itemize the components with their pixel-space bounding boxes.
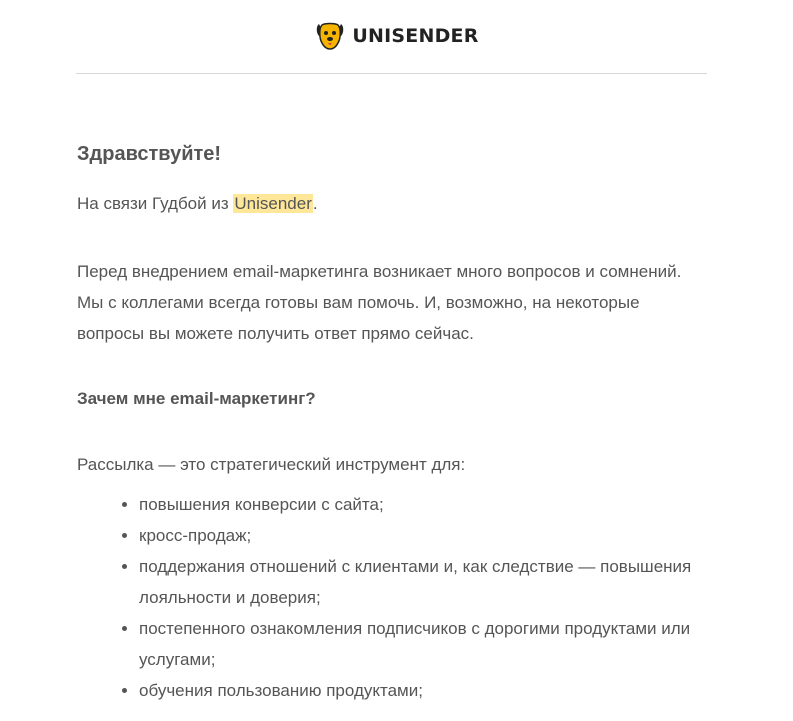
dog-mascot-icon bbox=[314, 20, 346, 52]
unisender-logo[interactable] bbox=[314, 20, 478, 52]
intro-text: На связи Гудбой из bbox=[77, 194, 234, 213]
intro-end: . bbox=[312, 194, 318, 213]
list-item: • постепенного ознакомления подписчиков с дорогими продуктами или услугами; bbox=[139, 613, 709, 675]
benefits-list bbox=[77, 489, 709, 706]
email-header bbox=[0, 18, 793, 54]
email-body bbox=[77, 138, 709, 706]
list-lead-text: Рассылка — это стратегический инструмент для: bbox=[77, 455, 466, 474]
list-item: • обучения пользованию продуктами; bbox=[139, 675, 709, 706]
intro-paragraph bbox=[77, 188, 709, 219]
section-subheading: Зачем мне email-маркетинг? bbox=[77, 389, 316, 408]
logo-wordmark: UNISENDER bbox=[352, 25, 479, 47]
greeting-heading: Здравствуйте! bbox=[77, 143, 222, 165]
list-item: • повышения конверсии с сайта; bbox=[139, 489, 709, 520]
list-item: • поддержания отношений с клиентами и, как следствие — повышения лояльности и доверия; bbox=[139, 551, 709, 613]
body-paragraph: Перед внедрением email-маркетинга возникает много вопросов и сомнений. Мы с коллегами всегда готовы вам помочь. И, возможно, на некоторые вопросы вы можете получить ответ прямо сейчас. bbox=[77, 262, 682, 343]
brand-highlight: Unisender bbox=[234, 194, 312, 213]
header-divider bbox=[76, 73, 707, 74]
list-item: • кросс-продаж; bbox=[139, 520, 709, 551]
